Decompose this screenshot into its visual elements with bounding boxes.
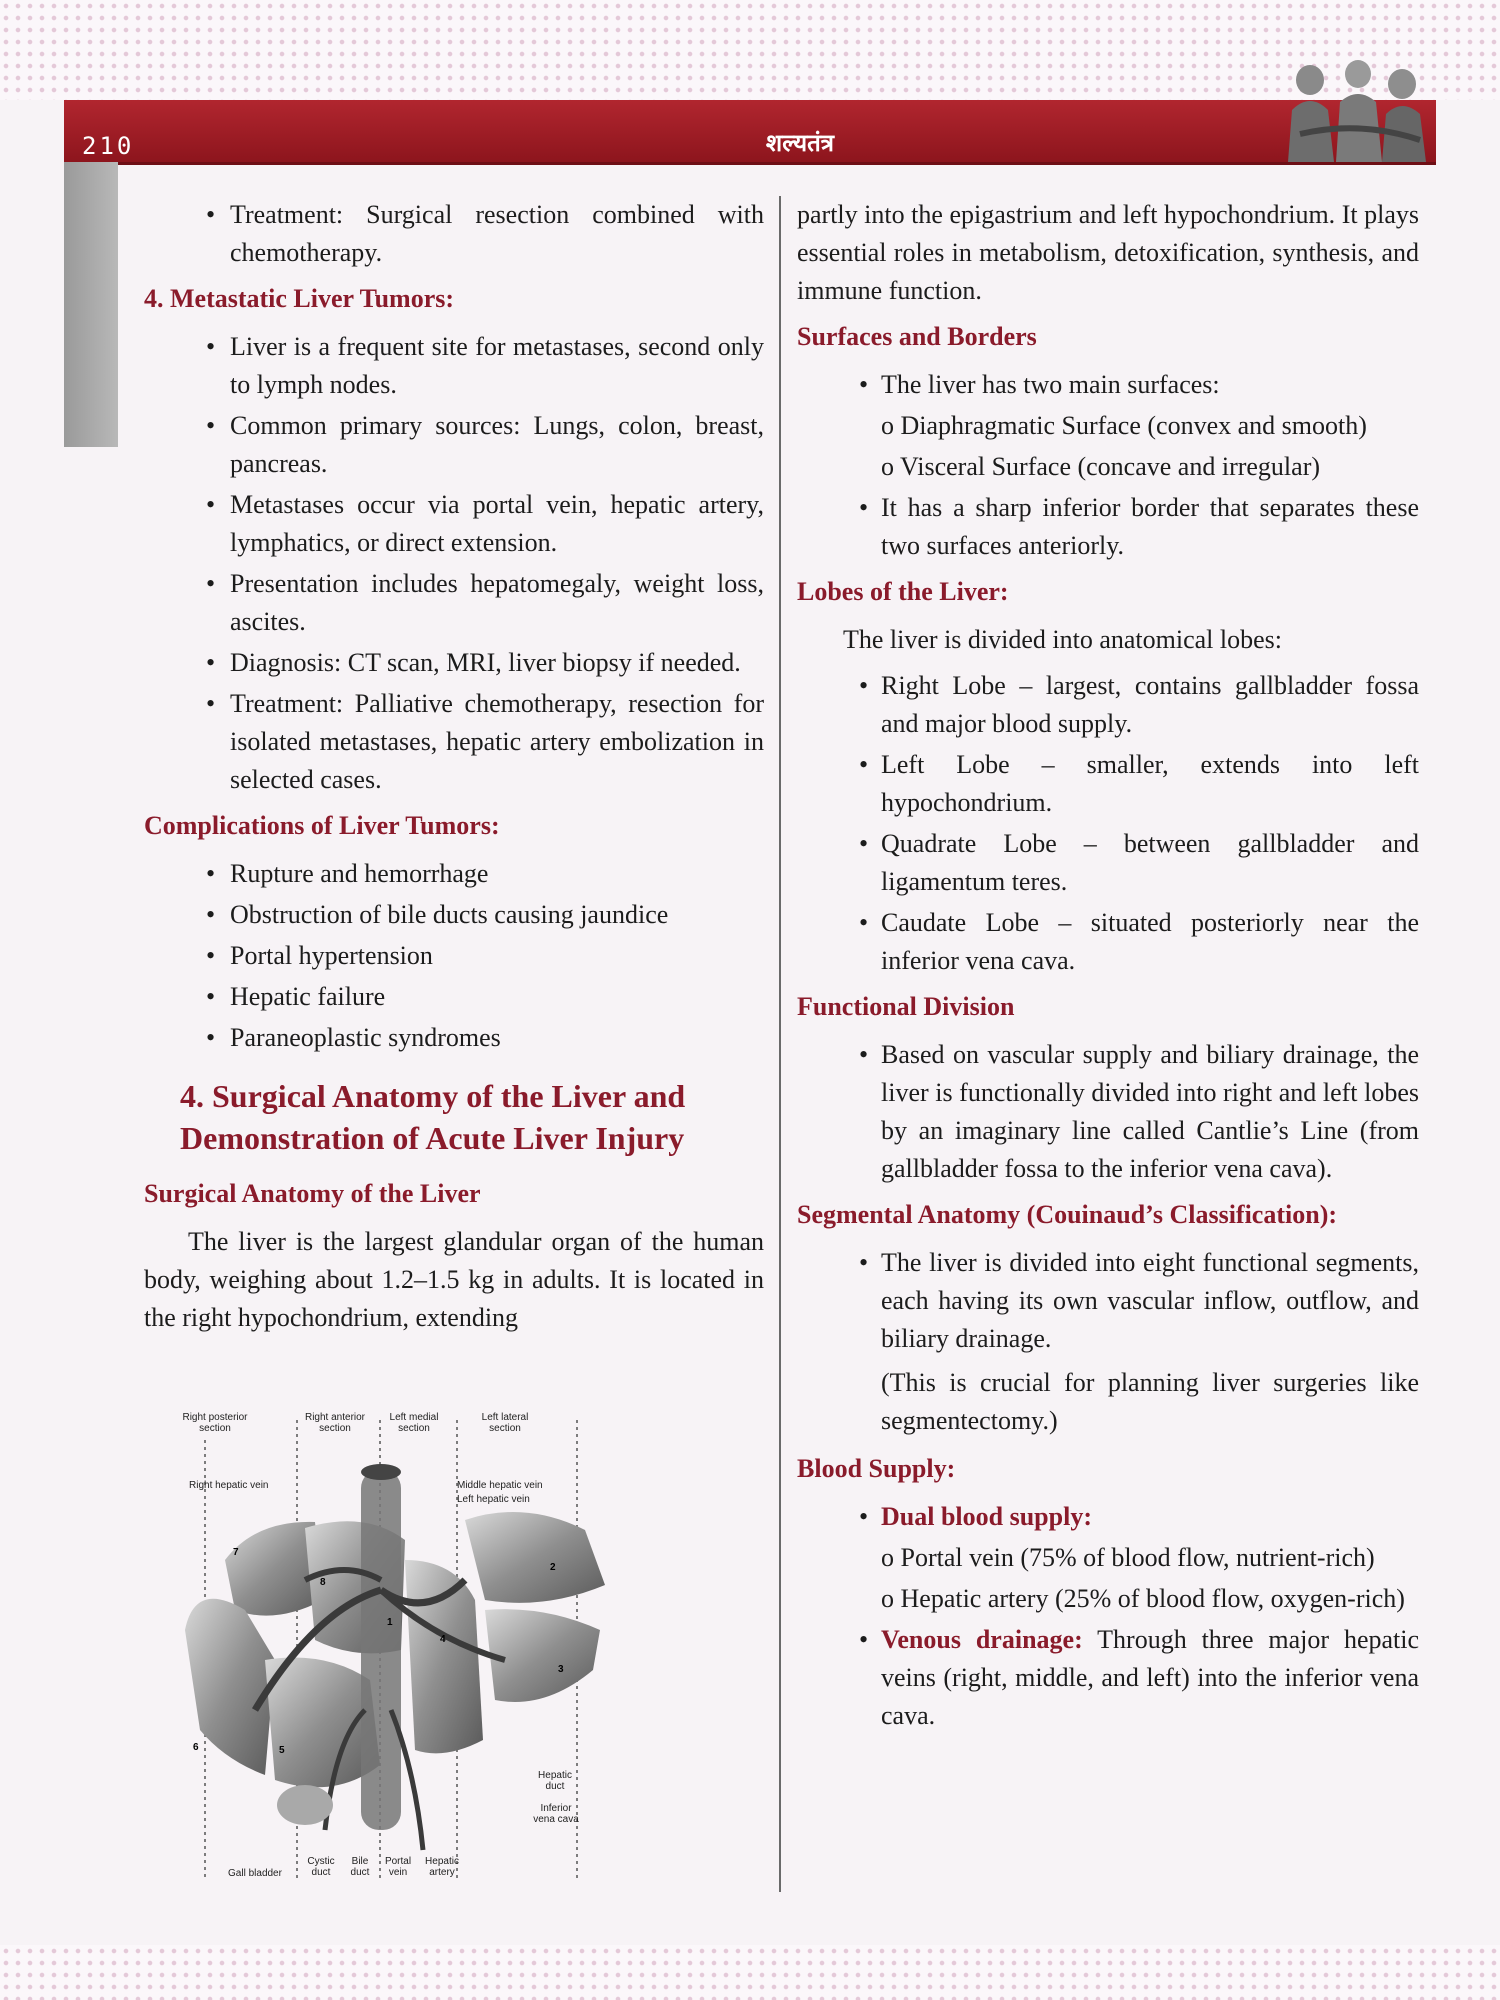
functional-heading: Functional Division xyxy=(797,992,1015,1021)
list-item: • Based on vascular supply and biliary drainage, the liver is functionally divided into right and left lobes by an imaginary line called Cantlie’s Line (from gallbladder fossa to the inferior vena cava). xyxy=(797,1036,1419,1188)
liver-segment-4 xyxy=(405,1560,483,1753)
anatomy-heading: Surgical Anatomy of the Liver xyxy=(144,1179,481,1208)
sub-item: o Hepatic artery (25% of blood flow, oxygen-rich) xyxy=(881,1584,1405,1613)
blood-supply-heading: Blood Supply: xyxy=(797,1454,956,1483)
list-item xyxy=(797,1498,1419,1536)
lobes-list xyxy=(797,667,1419,980)
complications-list xyxy=(144,855,764,1057)
label-middle-hepatic-vein: Middle hepatic vein xyxy=(457,1480,543,1491)
list-item xyxy=(797,1621,1419,1735)
section-heading: 4. Surgical Anatomy of the Liver and Demonstration of Acute Liver Injury xyxy=(180,1078,686,1156)
list-item: • Portal hypertension xyxy=(144,937,764,975)
segment-label: 3 xyxy=(558,1664,564,1675)
label-hepatic-duct: Hepatic duct xyxy=(538,1770,572,1792)
left-column xyxy=(144,196,764,1337)
segmental-note: (This is crucial for planning liver surgeries like segmentectomy.) xyxy=(881,1368,1419,1435)
venous-drainage-text: Through three major hepatic veins (right, middle, and left) into the inferior vena cava. xyxy=(881,1625,1420,1730)
lobes-intro: The liver is divided into anatomical lobes: xyxy=(843,625,1283,654)
list-item: • Treatment: Surgical resection combined with chemotherapy. xyxy=(144,196,764,272)
list-item: • It has a sharp inferior border that separates these two surfaces anteriorly. xyxy=(797,489,1419,565)
list-item: • Rupture and hemorrhage xyxy=(144,855,764,893)
page-number: 210 xyxy=(82,132,135,160)
vena-cava-shape xyxy=(361,1470,401,1830)
metastatic-list xyxy=(144,328,764,799)
label-right-hepatic-vein: Right hepatic vein xyxy=(189,1480,269,1491)
list-item: • Caudate Lobe – situated posteriorly near the inferior vena cava. xyxy=(797,904,1419,980)
list-item: • Treatment: Palliative chemotherapy, resection for isolated metastases, hepatic artery embolization in selected cases. xyxy=(144,685,764,799)
list-item: • The liver is divided into eight functional segments, each having its own vascular inflow, outflow, and biliary drainage. xyxy=(797,1244,1419,1358)
side-thumb-tab xyxy=(64,162,118,447)
anatomy-paragraph: The liver is the largest glandular organ of the human body, weighing about 1.2–1.5 kg in adults. It is located in the right hypochondrium, extending xyxy=(144,1227,764,1332)
dual-supply-label: Dual blood supply: xyxy=(881,1502,1092,1531)
label-right-posterior: Right posterior section xyxy=(182,1412,248,1434)
sub-item: o Diaphragmatic Surface (convex and smooth) xyxy=(881,411,1367,440)
label-ivc: Inferior vena cava xyxy=(533,1803,579,1825)
list-item: • Common primary sources: Lungs, colon, breast, pancreas. xyxy=(144,407,764,483)
liver-segments-figure xyxy=(165,1410,635,1890)
list-item: • Liver is a frequent site for metastases, second only to lymph nodes. xyxy=(144,328,764,404)
lobes-heading: Lobes of the Liver: xyxy=(797,577,1009,606)
label-right-anterior: Right anterior section xyxy=(304,1412,366,1434)
sub-item: o Visceral Surface (concave and irregular) xyxy=(881,452,1321,481)
liver-segment-2 xyxy=(465,1512,605,1603)
label-portal-vein: Portal vein xyxy=(384,1856,412,1878)
list-item: • Presentation includes hepatomegaly, weight loss, ascites. xyxy=(144,565,764,641)
liver-segment-3 xyxy=(485,1609,600,1702)
segment-label: 7 xyxy=(233,1547,239,1558)
segment-label: 1 xyxy=(387,1617,393,1628)
label-hepatic-artery: Hepatic artery xyxy=(425,1856,459,1878)
sub-item: o Portal vein (75% of blood flow, nutrient-rich) xyxy=(881,1543,1375,1572)
list-item: • The liver has two main surfaces: xyxy=(797,366,1419,404)
gallbladder-shape xyxy=(277,1785,333,1825)
segment-label: 6 xyxy=(193,1742,199,1753)
label-left-lateral: Left lateral section xyxy=(481,1412,529,1434)
continued-paragraph: partly into the epigastrium and left hypochondrium. It plays essential roles in metabolism, detoxification, synthesis, and immune function. xyxy=(797,200,1419,305)
metastatic-heading: 4. Metastatic Liver Tumors: xyxy=(144,284,455,313)
label-bile-duct: Bile duct xyxy=(350,1856,370,1878)
segment-label: 4 xyxy=(440,1634,446,1645)
right-column xyxy=(797,196,1419,1738)
list-item: • Obstruction of bile ducts causing jaundice xyxy=(144,896,764,934)
list-item: • Diagnosis: CT scan, MRI, liver biopsy if needed. xyxy=(144,644,764,682)
label-left-hepatic-vein: Left hepatic vein xyxy=(457,1494,530,1505)
label-cystic-duct: Cystic duct xyxy=(307,1856,335,1878)
list-item: • Paraneoplastic syndromes xyxy=(144,1019,764,1057)
label-gall-bladder: Gall bladder xyxy=(228,1868,282,1879)
running-head: शल्यतंत्र xyxy=(765,129,835,157)
list-item: • Left Lobe – smaller, extends into left hypochondrium. xyxy=(797,746,1419,822)
list-item: • Metastases occur via portal vein, hepatic artery, lymphatics, or direct extension. xyxy=(144,486,764,562)
surgeons-logo-image xyxy=(1270,50,1438,162)
list-item: • Right Lobe – largest, contains gallbladder fossa and major blood supply. xyxy=(797,667,1419,743)
list-item: • Hepatic failure xyxy=(144,978,764,1016)
segment-label: 2 xyxy=(550,1562,556,1573)
label-left-medial: Left medial section xyxy=(389,1412,439,1434)
column-divider xyxy=(779,196,781,1892)
segment-label: 8 xyxy=(320,1577,326,1588)
segmental-heading: Segmental Anatomy (Couinaud’s Classification): xyxy=(797,1200,1338,1229)
complications-heading: Complications of Liver Tumors: xyxy=(144,811,500,840)
surfaces-heading: Surfaces and Borders xyxy=(797,322,1037,351)
venous-drainage-label: Venous drainage: xyxy=(881,1625,1083,1654)
segment-label: 5 xyxy=(279,1745,285,1756)
list-item: • Quadrate Lobe – between gallbladder and ligamentum teres. xyxy=(797,825,1419,901)
